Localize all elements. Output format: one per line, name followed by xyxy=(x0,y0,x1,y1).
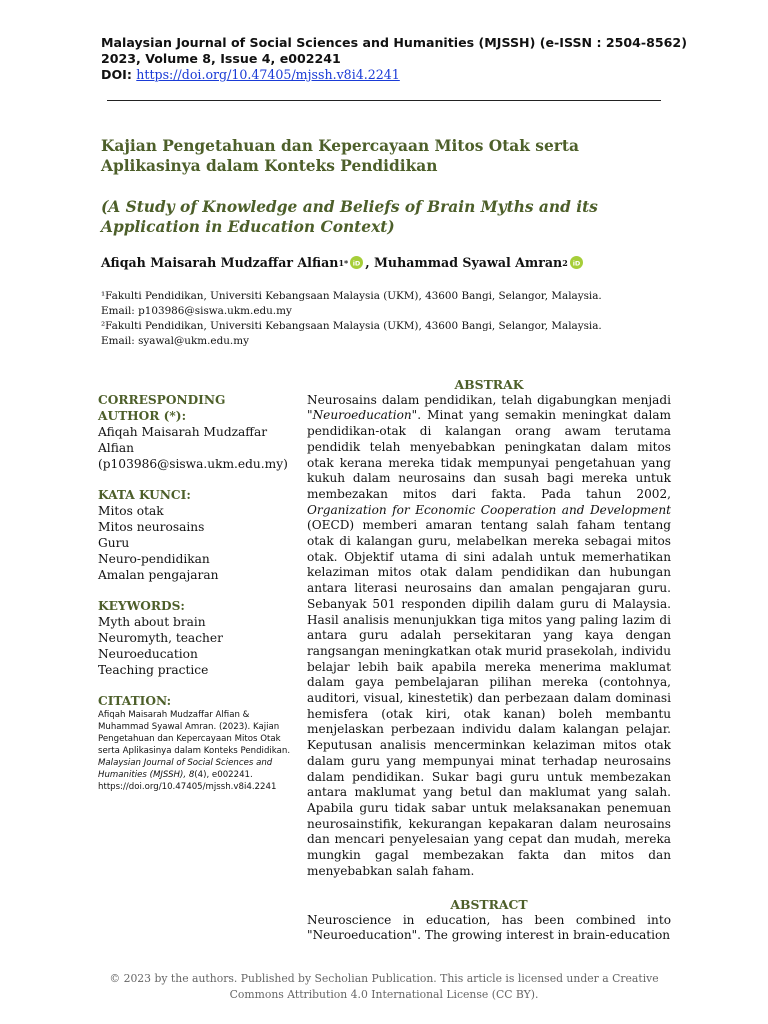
email-1: Email: p103986@siswa.ukm.edu.my xyxy=(101,305,292,317)
corresponding-line: Afiqah Maisarah Mudzaffar xyxy=(98,425,268,439)
citation-body: Afiqah Maisarah Mudzaffar Alfian & Muhammad Syawal Amran. (2023). Kajian Pengetahuan dan Kepercayaan Mitos Otak serta Aplikasinya dalam Konteks Pendidikan. xyxy=(98,710,291,756)
abstrak-part: Neurosains dalam pendidikan, telah digabungkan menjadi " xyxy=(307,392,671,423)
author-separator: , xyxy=(365,255,374,270)
keyword-item: Myth about brain xyxy=(98,615,206,629)
corresponding-heading: CORRESPONDING xyxy=(98,393,226,407)
affiliations xyxy=(101,289,602,349)
abstrak-text xyxy=(307,393,671,880)
paper-subtitle: (A Study of Knowledge and Beliefs of Brain Myths and its Application in Education Context) xyxy=(101,198,598,236)
svg-text:iD: iD xyxy=(572,259,581,268)
kata-kunci-item: Guru xyxy=(98,536,130,550)
doi-link[interactable]: https://doi.org/10.47405/mjssh.v8i4.2241 xyxy=(136,67,400,82)
citation-issue: (4), e002241. xyxy=(194,770,253,780)
citation-doi[interactable]: https://doi.org/10.47405/mjssh.v8i4.2241 xyxy=(98,782,277,792)
corresponding-line: Alfian xyxy=(98,441,134,455)
abstract-heading: ABSTRACT xyxy=(450,897,528,912)
keyword-item: Teaching practice xyxy=(98,663,209,677)
citation-journal: Malaysian Journal of Social Sciences and Humanities (MJSSH), 8 xyxy=(98,758,273,780)
author-list xyxy=(101,255,585,270)
abstrak-part: (OECD) memberi amaran tentang salah faham tentang otak di kalangan guru, melabelkan mereka sebagai mitos otak. Objektif utama di sini adalah untuk memerhatikan kelaziman mitos otak dalam pendidikan dan hubungan antara literasi neurosains dan amalan pengajaran guru. Sebanyak 501 responden dipilih dalam guru di Malaysia. Hasil analisis menunjukkan tiga mitos yang paling lazim di antara guru adalah persekitaran yang kaya dengan rangsangan meningkatkan otak murid prasekolah, individu belajar lebih baik apabila mereka menerima maklumat dalam gaya pembelajaran pilihan mereka (contohnya, auditori, visual, kinestetik) dan perbezaan dalam dominasi hemisfera (otak kiri, otak kanan) boleh membantu menjelaskan perbezaan individu dalam kalangan pelajar. Keputusan analisis mencerminkan kelaziman mitos otak dalam guru yang mempunyai minat terhadap neurosains dalam pendidikan. Sukar bagi guru untuk membezakan antara maklumat yang betul dan maklumat yang salah. Apabila guru tidak sabar untuk melaksanakan penemuan neurosainstifik, kekurangan kepakaran dalam neurosains dan mencari penyelesaian yang cepat dan mudah, mereka mungkin gagal membezakan fakta dan mitos dan menyebabkan salah faham. xyxy=(307,518,671,878)
corresponding-heading-2: AUTHOR (*): xyxy=(98,409,187,423)
orcid-icon[interactable] xyxy=(570,256,583,269)
citation-heading: CITATION: xyxy=(98,694,172,708)
abstract-text: Neuroscience in education, has been combined into "Neuroeducation". The growing interest in brain-education xyxy=(307,912,671,943)
sidebar xyxy=(98,392,298,793)
svg-text:iD: iD xyxy=(352,259,361,268)
kata-kunci-heading: KATA KUNCI: xyxy=(98,488,191,502)
corresponding-email: (p103986@siswa.ukm.edu.my) xyxy=(98,457,288,471)
journal-name: Malaysian Journal of Social Sciences and Humanities (MJSSH) (e-ISSN : 2504-8562) xyxy=(101,35,687,50)
journal-header xyxy=(101,35,687,83)
journal-volume: 2023, Volume 8, Issue 4, e002241 xyxy=(101,51,341,66)
affiliation-2: ²Fakulti Pendidikan, Universiti Kebangsaan Malaysia (UKM), 43600 Bangi, Selangor, Malaysia. xyxy=(101,320,602,332)
kata-kunci-item: Mitos neurosains xyxy=(98,520,205,534)
header-divider xyxy=(107,100,661,101)
keyword-item: Neuroeducation xyxy=(98,647,198,661)
license-line-1: © 2023 by the authors. Published by Secholian Publication. This article is licensed under a Creative xyxy=(109,972,659,985)
kata-kunci-item: Amalan pengajaran xyxy=(98,568,219,582)
author-1: Afiqah Maisarah Mudzaffar Alfian xyxy=(101,255,339,270)
email-2: Email: syawal@ukm.edu.my xyxy=(101,335,249,347)
citation-text xyxy=(98,709,298,793)
abstrak-heading: ABSTRAK xyxy=(454,377,524,392)
license-line-2: Commons Attribution 4.0 International License (CC BY). xyxy=(229,988,539,1001)
orcid-icon[interactable] xyxy=(350,256,363,269)
keywords-heading: KEYWORDS: xyxy=(98,599,185,613)
doi-line xyxy=(101,67,681,83)
paper-title: Kajian Pengetahuan dan Kepercayaan Mitos Otak serta Aplikasinya dalam Konteks Pendidikan xyxy=(101,137,579,175)
abstrak-section xyxy=(307,377,671,880)
author-2: Muhammad Syawal Amran xyxy=(373,255,563,270)
keyword-item: Neuromyth, teacher xyxy=(98,631,223,645)
license-footer xyxy=(84,971,684,1003)
doi-label: DOI: xyxy=(101,67,137,82)
abstrak-part: ". Minat yang semakin meningkat dalam pendidikan-otak di kalangan orang awam terutama pendidik telah menyebabkan peningkatan dalam mitos otak kerana mereka tidak mempunyai pengetahuan yang kukuh dalam neurosains dan susah bagi mereka untuk membezakan mitos dari fakta. Pada tahun 2002, xyxy=(307,408,671,501)
kata-kunci-item: Neuro-pendidikan xyxy=(98,552,210,566)
abstrak-italic: Organization for Economic Cooperation and Development xyxy=(307,502,671,517)
abstract-section xyxy=(307,897,671,944)
kata-kunci-item: Mitos otak xyxy=(98,504,164,518)
abstrak-italic: Neuroeducation xyxy=(312,408,412,423)
affiliation-1: ¹Fakulti Pendidikan, Universiti Kebangsaan Malaysia (UKM), 43600 Bangi, Selangor, Malaysia. xyxy=(101,290,602,302)
author-2-sup: 2 xyxy=(562,257,568,268)
author-1-sup: 1* xyxy=(338,257,349,268)
